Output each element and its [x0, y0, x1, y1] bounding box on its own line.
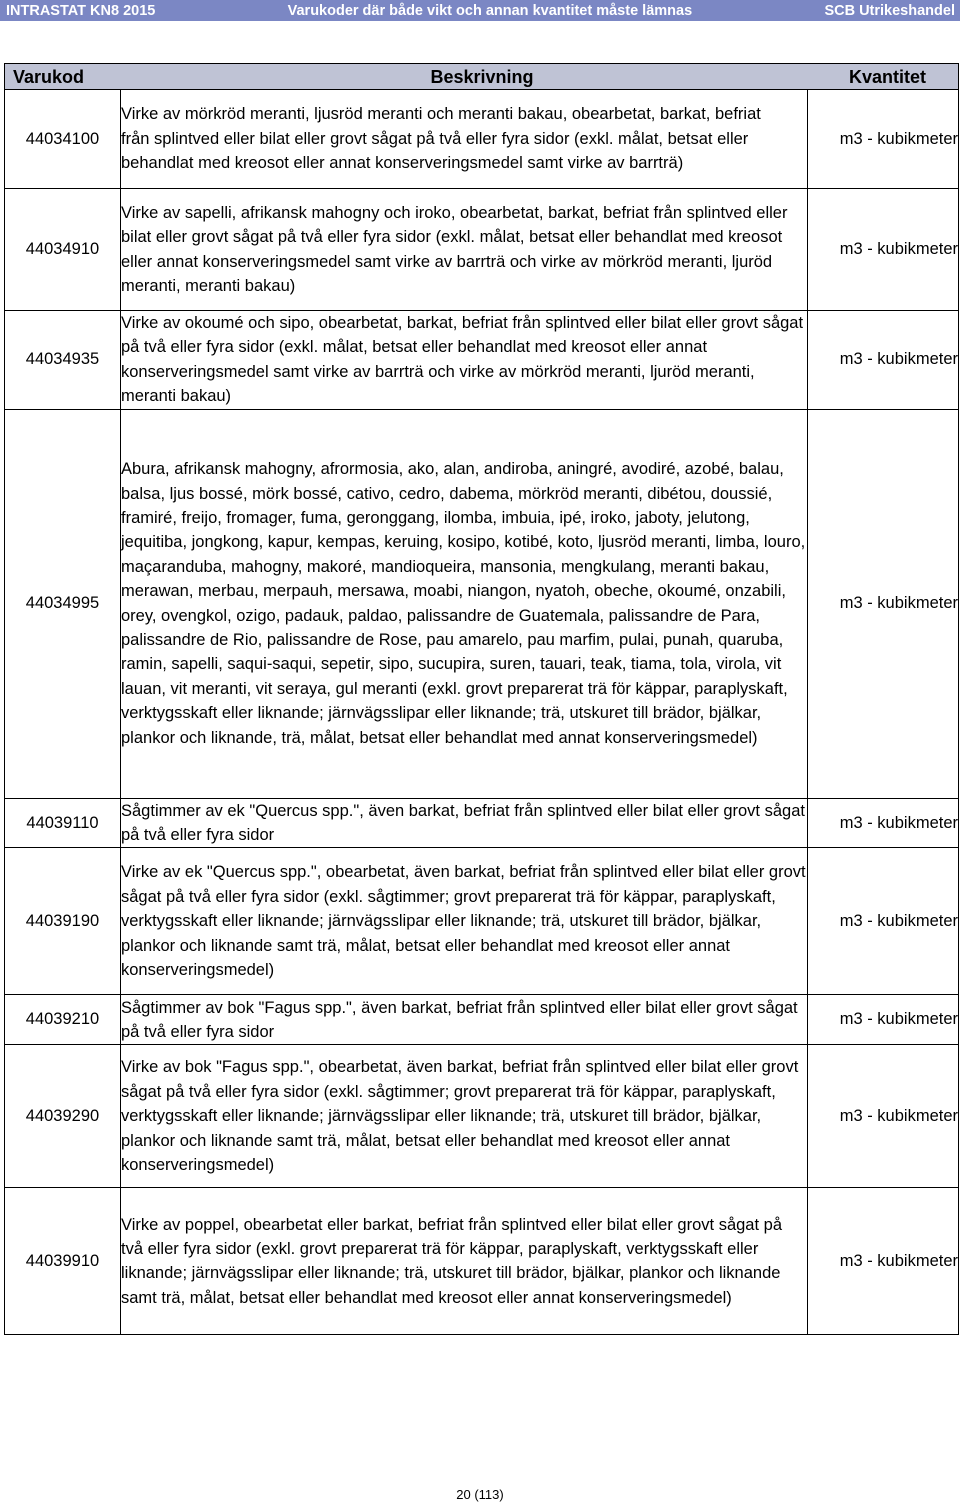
commodity-code: 44039290 [5, 1045, 121, 1188]
publisher-name: SCB Utrikeshandel [824, 2, 955, 19]
commodity-description: Virke av ek "Quercus spp.", obearbetat, även barkat, befriat från splintved eller bilat eller grovt sågat på två eller fyra sidor (exkl. sågtimmer; grovt preparerat trä för käppar, paraplyskaft, verktygsskaft eller liknande; järnvägsslipar eller liknande; trä, utskuret till brädor, bjälkar, plankor och liknande samt trä, målat, betsat eller behandlat med kreosot eller annat konserveringsmedel) [121, 848, 808, 995]
commodity-description: Virke av okoumé och sipo, obearbetat, barkat, befriat från splintved eller bilat eller grovt sågat på två eller fyra sidor (exkl. målat, betsat eller behandlat med kreosot eller annat konserveringsmedel samt virke av barrträ och virke av mörkröd meranti, ljuröd meranti, meranti bakau) [121, 311, 808, 410]
commodity-description: Abura, afrikansk mahogny, afrormosia, ako, alan, andiroba, aningré, avodiré, azobé, balau, balsa, ljus bossé, mörk bossé, cativo, cedro, dabema, mörkröd meranti, dibétou, doussié, framiré, freijo, fromager, fuma, geronggang, ilomba, imbuia, ipé, iroko, jaboty, jelutong, jequitiba, jongkong, kapur, kempas, keruing, kosipo, kotibé, koto, ljusröd meranti, limba, louro, maçaranduba, mahogny, makoré, mandioqueira, mansonia, mengkulang, meranti bakau, merawan, merbau, merpauh, mersawa, moabi, niangon, nyatoh, obeche, okoumé, onzabili, orey, ovengkol, ozigo, padauk, paldao, palissandre de Guatemala, palissandre de Para, palissandre de Rio, palissandre de Rose, pau amarelo, pau marfim, pulai, punah, quaruba, ramin, sapelli, saqui-saqui, sepetir, sipo, sucupira, suren, tauari, teak, tiama, tola, virola, vit lauan, vit meranti, vit seraya, gul meranti (exkl. grovt preparerat trä för käppar, paraplyskaft, verktygsskaft eller liknande; järnvägsslipar eller liknande; trä, utskuret till brädor, bjälkar, plankor och liknande, trä, målat, betsat eller behandlat med annat konserveringsmedel) [121, 409, 808, 798]
commodity-code: 44039110 [5, 798, 121, 848]
table-row [5, 1045, 959, 1188]
table-row [5, 189, 959, 311]
column-header-code: Varukod [13, 67, 85, 87]
table-row [5, 1188, 959, 1335]
column-header-quantity: Kvantitet [848, 67, 926, 87]
column-header-row [4, 63, 959, 89]
quantity-unit: m3 - kubikmeter [808, 1188, 959, 1335]
quantity-unit: m3 - kubikmeter [808, 1045, 959, 1188]
quantity-unit: m3 - kubikmeter [808, 90, 959, 189]
quantity-unit: m3 - kubikmeter [808, 995, 959, 1045]
table-row [5, 311, 959, 410]
commodity-code: 44034995 [5, 409, 121, 798]
table-row [5, 848, 959, 995]
commodity-description: Virke av poppel, obearbetat eller barkat, befriat från splintved eller bilat eller grovt sågat på två eller fyra sidor (exkl. grovt preparerat trä för käppar, paraplyskaft, verktygsskaft eller liknande; järnvägsslipar eller liknande; trä, utskuret till brädor, bjälkar, plankor och liknande samt trä, målat, betsat eller behandlat med kreosot eller annat konserveringsmedel) [121, 1188, 808, 1335]
table-row [5, 409, 959, 798]
quantity-unit: m3 - kubikmeter [808, 798, 959, 848]
quantity-unit: m3 - kubikmeter [808, 848, 959, 995]
table-row [5, 798, 959, 848]
commodity-code: 44034910 [5, 189, 121, 311]
commodity-code: 44039190 [5, 848, 121, 995]
table-row [5, 90, 959, 189]
quantity-unit: m3 - kubikmeter [808, 189, 959, 311]
commodity-code: 44039910 [5, 1188, 121, 1335]
commodity-code: 44039210 [5, 995, 121, 1045]
commodity-description: Sågtimmer av ek "Quercus spp.", även barkat, befriat från splintved eller bilat eller grovt sågat på två eller fyra sidor [121, 798, 808, 848]
publication-title: INTRASTAT KN8 2015 [6, 2, 156, 19]
commodity-description: Sågtimmer av bok "Fagus spp.", även barkat, befriat från splintved eller bilat eller grovt sågat på två eller fyra sidor [121, 995, 808, 1045]
column-header-description: Beskrivning [430, 67, 534, 87]
commodity-table [4, 89, 959, 1335]
page-number: 20 (113) [456, 1487, 504, 1502]
document-header [0, 0, 960, 21]
commodity-description: Virke av bok "Fagus spp.", obearbetat, även barkat, befriat från splintved eller bilat eller grovt sågat på två eller fyra sidor (exkl. sågtimmer; grovt preparerat trä för käppar, paraplyskaft, verktygsskaft eller liknande; järnvägsslipar eller liknande; trä, utskuret till brädor, bjälkar, plankor och liknande samt trä, målat, betsat eller behandlat med kreosot eller annat konserveringsmedel) [121, 1045, 808, 1188]
commodity-description: Virke av sapelli, afrikansk mahogny och iroko, obearbetat, barkat, befriat från splintved eller bilat eller grovt sågat på två eller fyra sidor (exkl. målat, betsat eller behandlat med kreosot eller annat konserveringsmedel samt virke av barrträ och virke av mörkröd meranti, ljuröd meranti, meranti bakau) [121, 189, 808, 311]
commodity-code: 44034100 [5, 90, 121, 189]
quantity-unit: m3 - kubikmeter [808, 409, 959, 798]
table-row [5, 995, 959, 1045]
section-title: Varukoder där både vikt och annan kvantitet måste lämnas [287, 2, 693, 19]
commodity-description: Virke av mörkröd meranti, ljusröd meranti och meranti bakau, obearbetat, barkat, befriat från splintved eller bilat eller grovt sågat på två eller fyra sidor (exkl. målat, betsat eller behandlat med kreosot eller annat konserveringsmedel samt virke av barrträ) [121, 90, 808, 189]
commodity-code: 44034935 [5, 311, 121, 410]
quantity-unit: m3 - kubikmeter [808, 311, 959, 410]
